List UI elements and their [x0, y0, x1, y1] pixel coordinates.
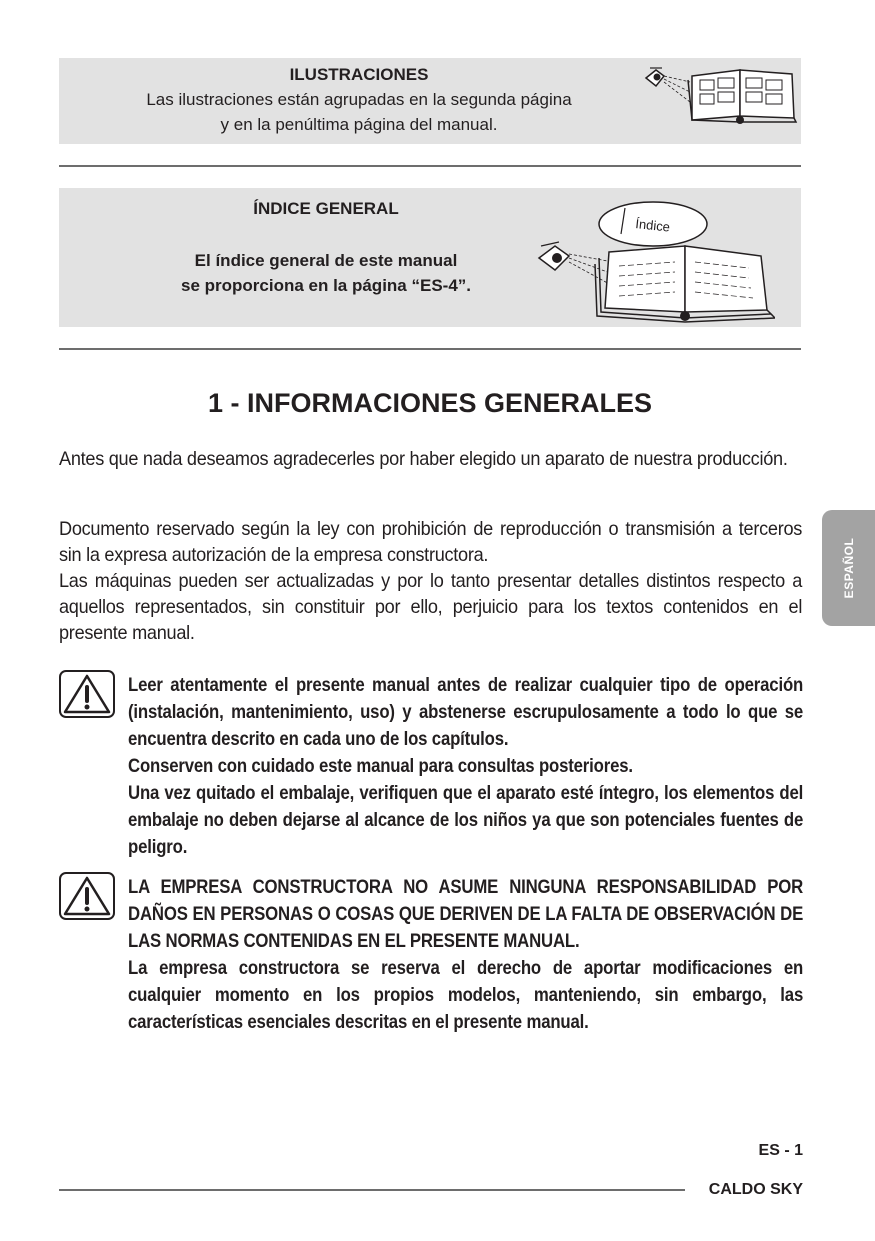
warning-1-line2: Conserven con cuidado este manual para consultas posteriores.: [128, 755, 633, 777]
eye-reading-book-icon: [642, 64, 798, 126]
index-title: ÍNDICE GENERAL: [253, 199, 399, 218]
warning-icon: [59, 670, 115, 718]
warning-1-line1: Leer atentamente el presente manual antes de realizar cualquier tipo de operación (instalación, mantenimiento, uso) y abstenerse escrupulosamente a todo lo que se encuentra descrito en cada uno de los capítulos.: [128, 674, 804, 750]
illustrations-text: [60, 62, 658, 137]
illustrations-line2: y en la penúltima página del manual.: [220, 115, 498, 134]
index-book-icon: [535, 196, 775, 324]
index-line1: El índice general de este manual: [194, 251, 458, 270]
footer-divider: [59, 1189, 685, 1191]
index-line2: se proporciona en la página “ES-4”.: [180, 276, 471, 295]
divider: [59, 165, 801, 167]
index-text: [60, 248, 592, 298]
page-number: ES - 1: [758, 1142, 803, 1159]
illustrations-line1: Las ilustraciones están agrupadas en la segunda página: [146, 90, 572, 109]
paragraph-updates: Las máquinas pueden ser actualizadas y por lo tanto presentar detalles distintos respecto a aquellos representados, sin constituir por ello, perjuicio para los textos contenidos en el presente manual.: [59, 570, 803, 644]
warning-icon: [59, 872, 115, 920]
index-bubble-label: Índice: [634, 216, 671, 235]
language-tab-label: ESPAÑOL: [841, 537, 856, 599]
warning-text-2: [128, 874, 803, 1036]
illustrations-title: ILUSTRACIONES: [289, 65, 429, 84]
warning-2-line2: La empresa constructora se reserva el derecho de aportar modificaciones en cualquier momento en los propios modelos, manteniendo, sin embargo, las características esenciales descritas en el presente manual.: [128, 957, 804, 1033]
warning-1-line3: Una vez quitado el embalaje, verifiquen que el aparato esté íntegro, los elementos del embalaje no deben dejarse al alcance de los niños ya que son potenciales fuentes de peligro.: [128, 782, 804, 858]
paragraph-thanks: Antes que nada deseamos agradecerles por haber elegido un aparato de nuestra producción.: [59, 448, 788, 470]
warning-2-line1: LA EMPRESA CONSTRUCTORA NO ASUME NINGUNA RESPONSABILIDAD POR DAÑOS EN PERSONAS O COSAS QUE DERIVEN DE LA FALTA DE OBSERVACIÓN DE LAS NORMAS CONTENIDAS EN EL PRESENTE MANUAL.: [128, 876, 804, 952]
section-title: 1 - INFORMACIONES GENERALES: [207, 388, 653, 418]
paragraph-reserved: Documento reservado según la ley con prohibición de reproducción o transmisión a terceros sin la expresa autorización de la empresa constructora.: [59, 518, 803, 566]
language-tab: [822, 510, 875, 626]
warning-text-1: [128, 672, 803, 861]
paragraph-block: [59, 516, 802, 646]
divider: [59, 348, 801, 350]
footer-brand: CALDO SKY: [708, 1181, 803, 1198]
